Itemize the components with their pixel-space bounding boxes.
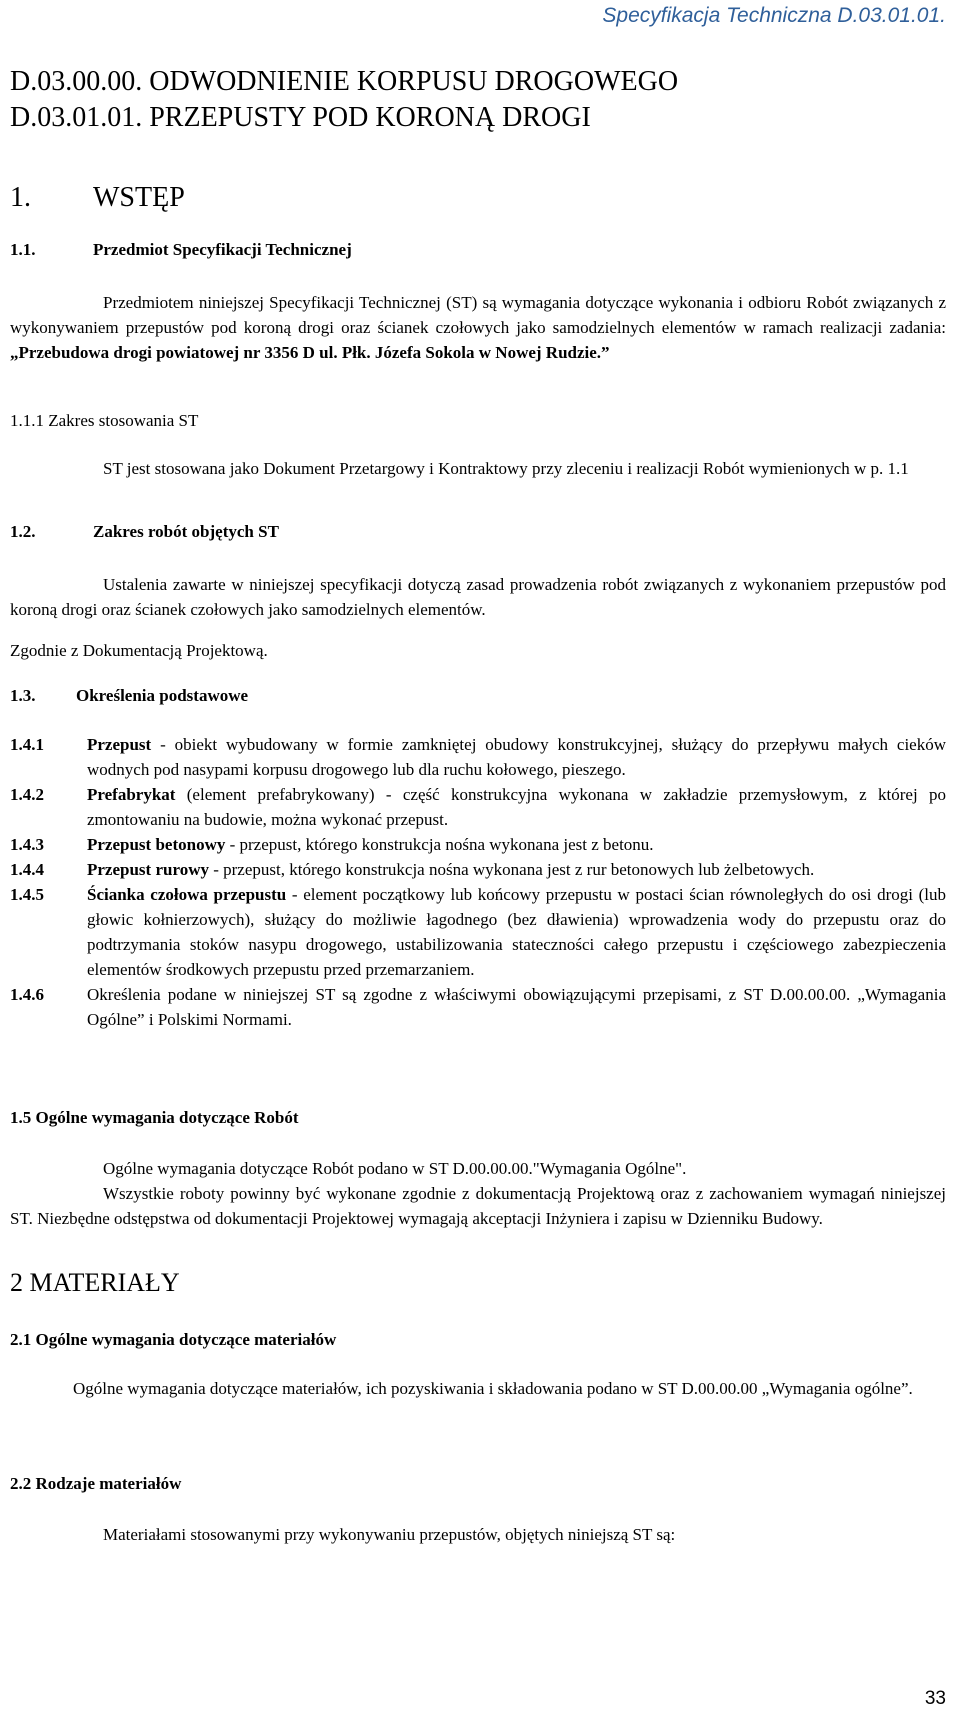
definition-item xyxy=(10,832,946,857)
definition-term: Przepust betonowy xyxy=(87,835,226,854)
definition-item xyxy=(10,857,946,882)
definition-text: - przepust, którego konstrukcja nośna wykonana jest z betonu. xyxy=(225,835,654,854)
section-1-5-body xyxy=(10,1156,946,1231)
section-1-3-heading xyxy=(10,686,946,706)
section-1-1-paragraph xyxy=(10,290,946,365)
section-1-5-paragraph-2: Wszystkie roboty powinny być wykonane zgodnie z dokumentacją Projektową oraz z zachowaniem wymagań niniejszej ST. Niezbędne odstępstwa od dokumentacji Projektowej wymagają akceptacji Inżyniera i zapisu w Dzienniku Budowy. xyxy=(10,1184,946,1228)
section-1-1-1-heading: 1.1.1 Zakres stosowania ST xyxy=(10,411,199,430)
section-2-1-heading: 2.1 Ogólne wymagania dotyczące materiałów xyxy=(10,1330,337,1349)
title-line-1: D.03.00.00. ODWODNIENIE KORPUSU DROGOWEGO xyxy=(10,66,679,97)
section-number: 1.1. xyxy=(10,240,36,259)
section-1-1-heading xyxy=(10,240,946,260)
definition-term: Przepust xyxy=(87,735,152,754)
paragraph-text: Przedmiotem niniejszej Specyfikacji Technicznej (ST) są wymagania dotyczące wykonania i odbioru Robót związanych z wykonywaniem przepustów pod koroną drogi oraz ścianek czołowych jako samodzielnych elementów w ramach realizacji zadania: xyxy=(10,293,946,337)
definition-term: Ścianka czołowa przepustu xyxy=(87,885,287,904)
definition-number: 1.4.6 xyxy=(10,985,44,1004)
definition-text: - element początkowy lub końcowy przepustu w postaci ścian równoległych do osi drogi (lub głowic kołnierzowych), służący do możliwie łagodnego (bez dławienia) wprowadzenia wody do przepustu oraz do podtrzymania stoków nasypu drogowego, ustabilizowania stateczności całego przepustu i częściowego zabezpieczenia elementów środkowych przepustu przed przemarzaniem. xyxy=(87,885,946,979)
section-2-1-paragraph: Ogólne wymagania dotyczące materiałów, ich pozyskiwania i składowania podano w ST D.00.00.00 „Wymagania ogólne”. xyxy=(73,1379,913,1398)
definition-number: 1.4.3 xyxy=(10,835,44,854)
section-title: Przedmiot Specyfikacji Technicznej xyxy=(93,240,352,259)
section-1-1-1-paragraph: ST jest stosowana jako Dokument Przetargowy i Kontraktowy przy zleceniu i realizacji Robót wymienionych w p. 1.1 xyxy=(103,459,909,478)
project-name: „Przebudowa drogi powiatowej nr 3356 D ul. Płk. Józefa Sokola w Nowej Rudzie.” xyxy=(10,343,610,362)
page-number: 33 xyxy=(924,1688,946,1709)
definition-term: Przepust rurowy xyxy=(87,860,209,879)
running-header: Specyfikacja Techniczna D.03.01.01. xyxy=(602,4,946,27)
document-title xyxy=(10,64,946,136)
section-number: 1. xyxy=(10,182,31,213)
section-1-2-paragraph-2: Zgodnie z Dokumentacją Projektową. xyxy=(10,641,268,660)
title-line-2: D.03.01.01. PRZEPUSTY POD KORONĄ DROGI xyxy=(10,102,591,133)
section-2-2-paragraph: Materiałami stosowanymi przy wykonywaniu przepustów, objętych niniejszą ST są: xyxy=(103,1525,676,1544)
definitions-list xyxy=(10,732,946,1032)
section-1-heading xyxy=(10,180,946,216)
section-number: 1.3. xyxy=(10,686,36,705)
definition-item xyxy=(10,882,946,982)
definition-number: 1.4.4 xyxy=(10,860,44,879)
section-title: WSTĘP xyxy=(93,182,185,213)
definition-text: Określenia podane w niniejszej ST są zgodne z właściwymi obowiązującymi przepisami, z ST D.00.00.00. „Wymagania Ogólne” i Polskimi Normami. xyxy=(87,985,946,1029)
definition-item xyxy=(10,982,946,1032)
section-1-5-paragraph-1: Ogólne wymagania dotyczące Robót podano w ST D.00.00.00."Wymagania Ogólne". xyxy=(103,1159,687,1178)
section-title: Zakres robót objętych ST xyxy=(93,522,279,541)
section-2-heading: 2 MATERIAŁY xyxy=(10,1268,180,1297)
definition-item xyxy=(10,732,946,782)
definition-item xyxy=(10,782,946,832)
section-number: 1.2. xyxy=(10,522,36,541)
section-title: Określenia podstawowe xyxy=(76,686,249,705)
definition-text: - przepust, którego konstrukcja nośna wykonana jest z rur betonowych lub żelbetowych. xyxy=(208,860,815,879)
definition-number: 1.4.2 xyxy=(10,785,44,804)
definition-text: - obiekt wybudowany w formie zamkniętej obudowy konstrukcyjnej, służący do przepływu małych cieków wodnych pod nasypami korpusu drogowego lub dla ruchu kołowego, pieszego. xyxy=(87,735,946,779)
section-1-2-heading xyxy=(10,522,946,542)
definition-text: (element prefabrykowany) - część konstrukcyjna wykonana w zakładzie przemysłowym, z której po zmontowaniu na budowie, można wykonać przepust. xyxy=(87,785,946,829)
definition-number: 1.4.5 xyxy=(10,885,44,904)
definition-term: Prefabrykat xyxy=(87,785,176,804)
section-1-2-paragraph: Ustalenia zawarte w niniejszej specyfikacji dotyczą zasad prowadzenia robót związanych z wykonaniem przepustów pod koroną drogi oraz ścianek czołowych jako samodzielnych elementów. xyxy=(10,575,946,619)
section-2-2-heading: 2.2 Rodzaje materiałów xyxy=(10,1474,182,1493)
definition-number: 1.4.1 xyxy=(10,735,44,754)
section-1-5-heading: 1.5 Ogólne wymagania dotyczące Robót xyxy=(10,1108,299,1127)
